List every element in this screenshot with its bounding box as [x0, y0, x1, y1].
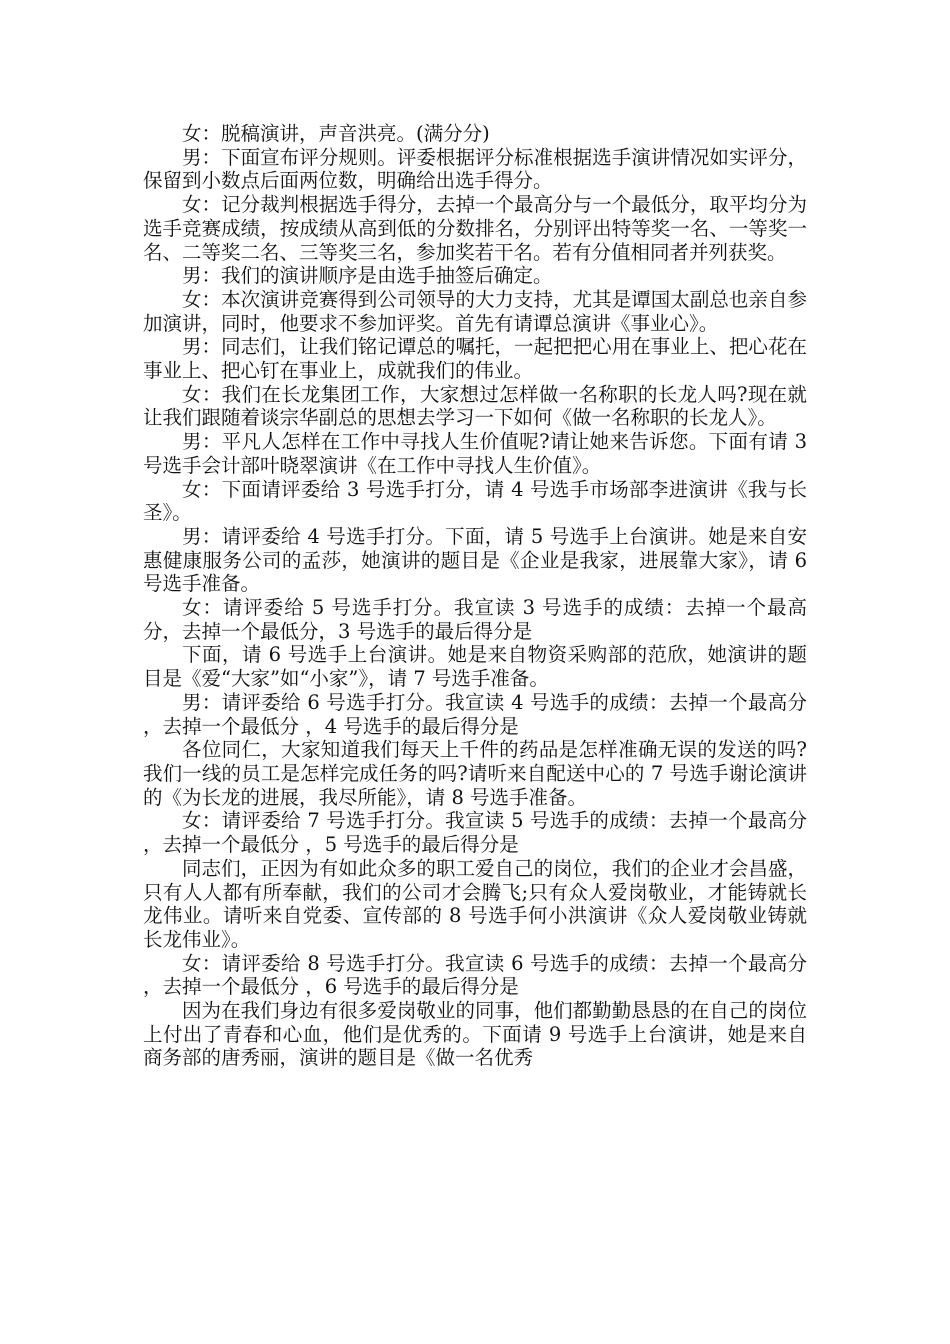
paragraph: 男：请评委给 4 号选手打分。下面，请 5 号选手上台演讲。她是来自安惠健康服务公司的孟莎，她演讲的题目是《企业是我家，进展靠大家》，请 6 号选手准备。 — [143, 524, 807, 596]
paragraph: 同志们，正因为有如此众多的职工爱自己的岗位，我们的企业才会昌盛，只有人人都有所奉献，我们的公司才会腾飞;只有众人爱岗敬业，才能铸就长龙伟业。请听来自党委、宣传部的 8 号选手何小洪演讲《众人爱岗敬业铸就长龙伟业》。 — [143, 856, 807, 951]
paragraph: 下面，请 6 号选手上台演讲。她是来自物资采购部的范欣，她演讲的题目是《爱“大家”如“小家”》，请 7 号选手准备。 — [143, 643, 807, 691]
paragraph: 男：平凡人怎样在工作中寻找人生价值呢?请让她来告诉您。下面有请 3 号选手会计部叶晓翠演讲《在工作中寻找人生价值》。 — [143, 430, 807, 477]
paragraph: 女：脱稿演讲，声音洪亮。(满分分) — [182, 122, 490, 145]
paragraph: 女：记分裁判根据选手得分，去掉一个最高分与一个最低分，取平均分为选手竞赛成绩，按成绩从高到低的分数排名，分别评出特等奖一名、一等奖一名、二等奖二名、三等奖三名，参加奖若干名。若有分值相同者并列获奖。 — [143, 193, 807, 264]
paragraph: 各位同仁，大家知道我们每天上千件的药品是怎样准确无误的发送的吗?我们一线的员工是怎样完成任务的吗?请听来自配送中心的 7 号选手谢论演讲的《为长龙的进展，我尽所能》，请 8 号选手准备。 — [143, 738, 807, 809]
paragraph: 因为在我们身边有很多爱岗敬业的同事，他们都勤勤恳恳的在自己的岗位上付出了青春和心血，他们是优秀的。下面请 9 号选手上台演讲，她是来自商务部的唐秀丽，演讲的题目是《做一名优秀 — [143, 999, 807, 1070]
paragraph: 女：请评委给 8 号选手打分。我宣读 6 号选手的成绩：去掉一个最高分 ，去掉一个最低分 ，6 号选手的最后得分是 — [143, 951, 807, 999]
paragraph: 女：请评委给 5 号选手打分。我宣读 3 号选手的成绩：去掉一个最高分，去掉一个最低分，3 号选手的最后得分是 — [143, 596, 807, 643]
paragraph: 男：下面宣布评分规则。评委根据评分标准根据选手演讲情况如实评分，保留到小数点后面两位数，明确给出选手得分。 — [143, 145, 807, 193]
paragraph: 女：本次演讲竞赛得到公司领导的大力支持，尤其是谭国太副总也亲自参加演讲，同时，他要求不参加评奖。首先有请谭总演讲《事业心》。 — [143, 287, 807, 335]
paragraph: 女：我们在长龙集团工作，大家想过怎样做一名称职的长龙人吗?现在就让我们跟随着谈宗华副总的思想去学习一下如何《做一名称职的长龙人》。 — [143, 382, 807, 430]
paragraph: 男：同志们，让我们铭记谭总的嘱托，一起把把心用在事业上、把心花在事业上、把心钉在事业上，成就我们的伟业。 — [143, 335, 807, 383]
paragraph: 男：请评委给 6 号选手打分。我宣读 4 号选手的成绩：去掉一个最高分 ，去掉一个最低分 ，4 号选手的最后得分是 — [143, 690, 807, 738]
paragraph: 女：下面请评委给 3 号选手打分，请 4 号选手市场部李进演讲《我与长圣》。 — [143, 477, 807, 525]
paragraph: 女：请评委给 7 号选手打分。我宣读 5 号选手的成绩：去掉一个最高分 ，去掉一个最低分 ，5 号选手的最后得分是 — [143, 809, 807, 857]
document-body — [143, 122, 807, 1070]
paragraph: 男：我们的演讲顺序是由选手抽签后确定。 — [182, 264, 553, 288]
